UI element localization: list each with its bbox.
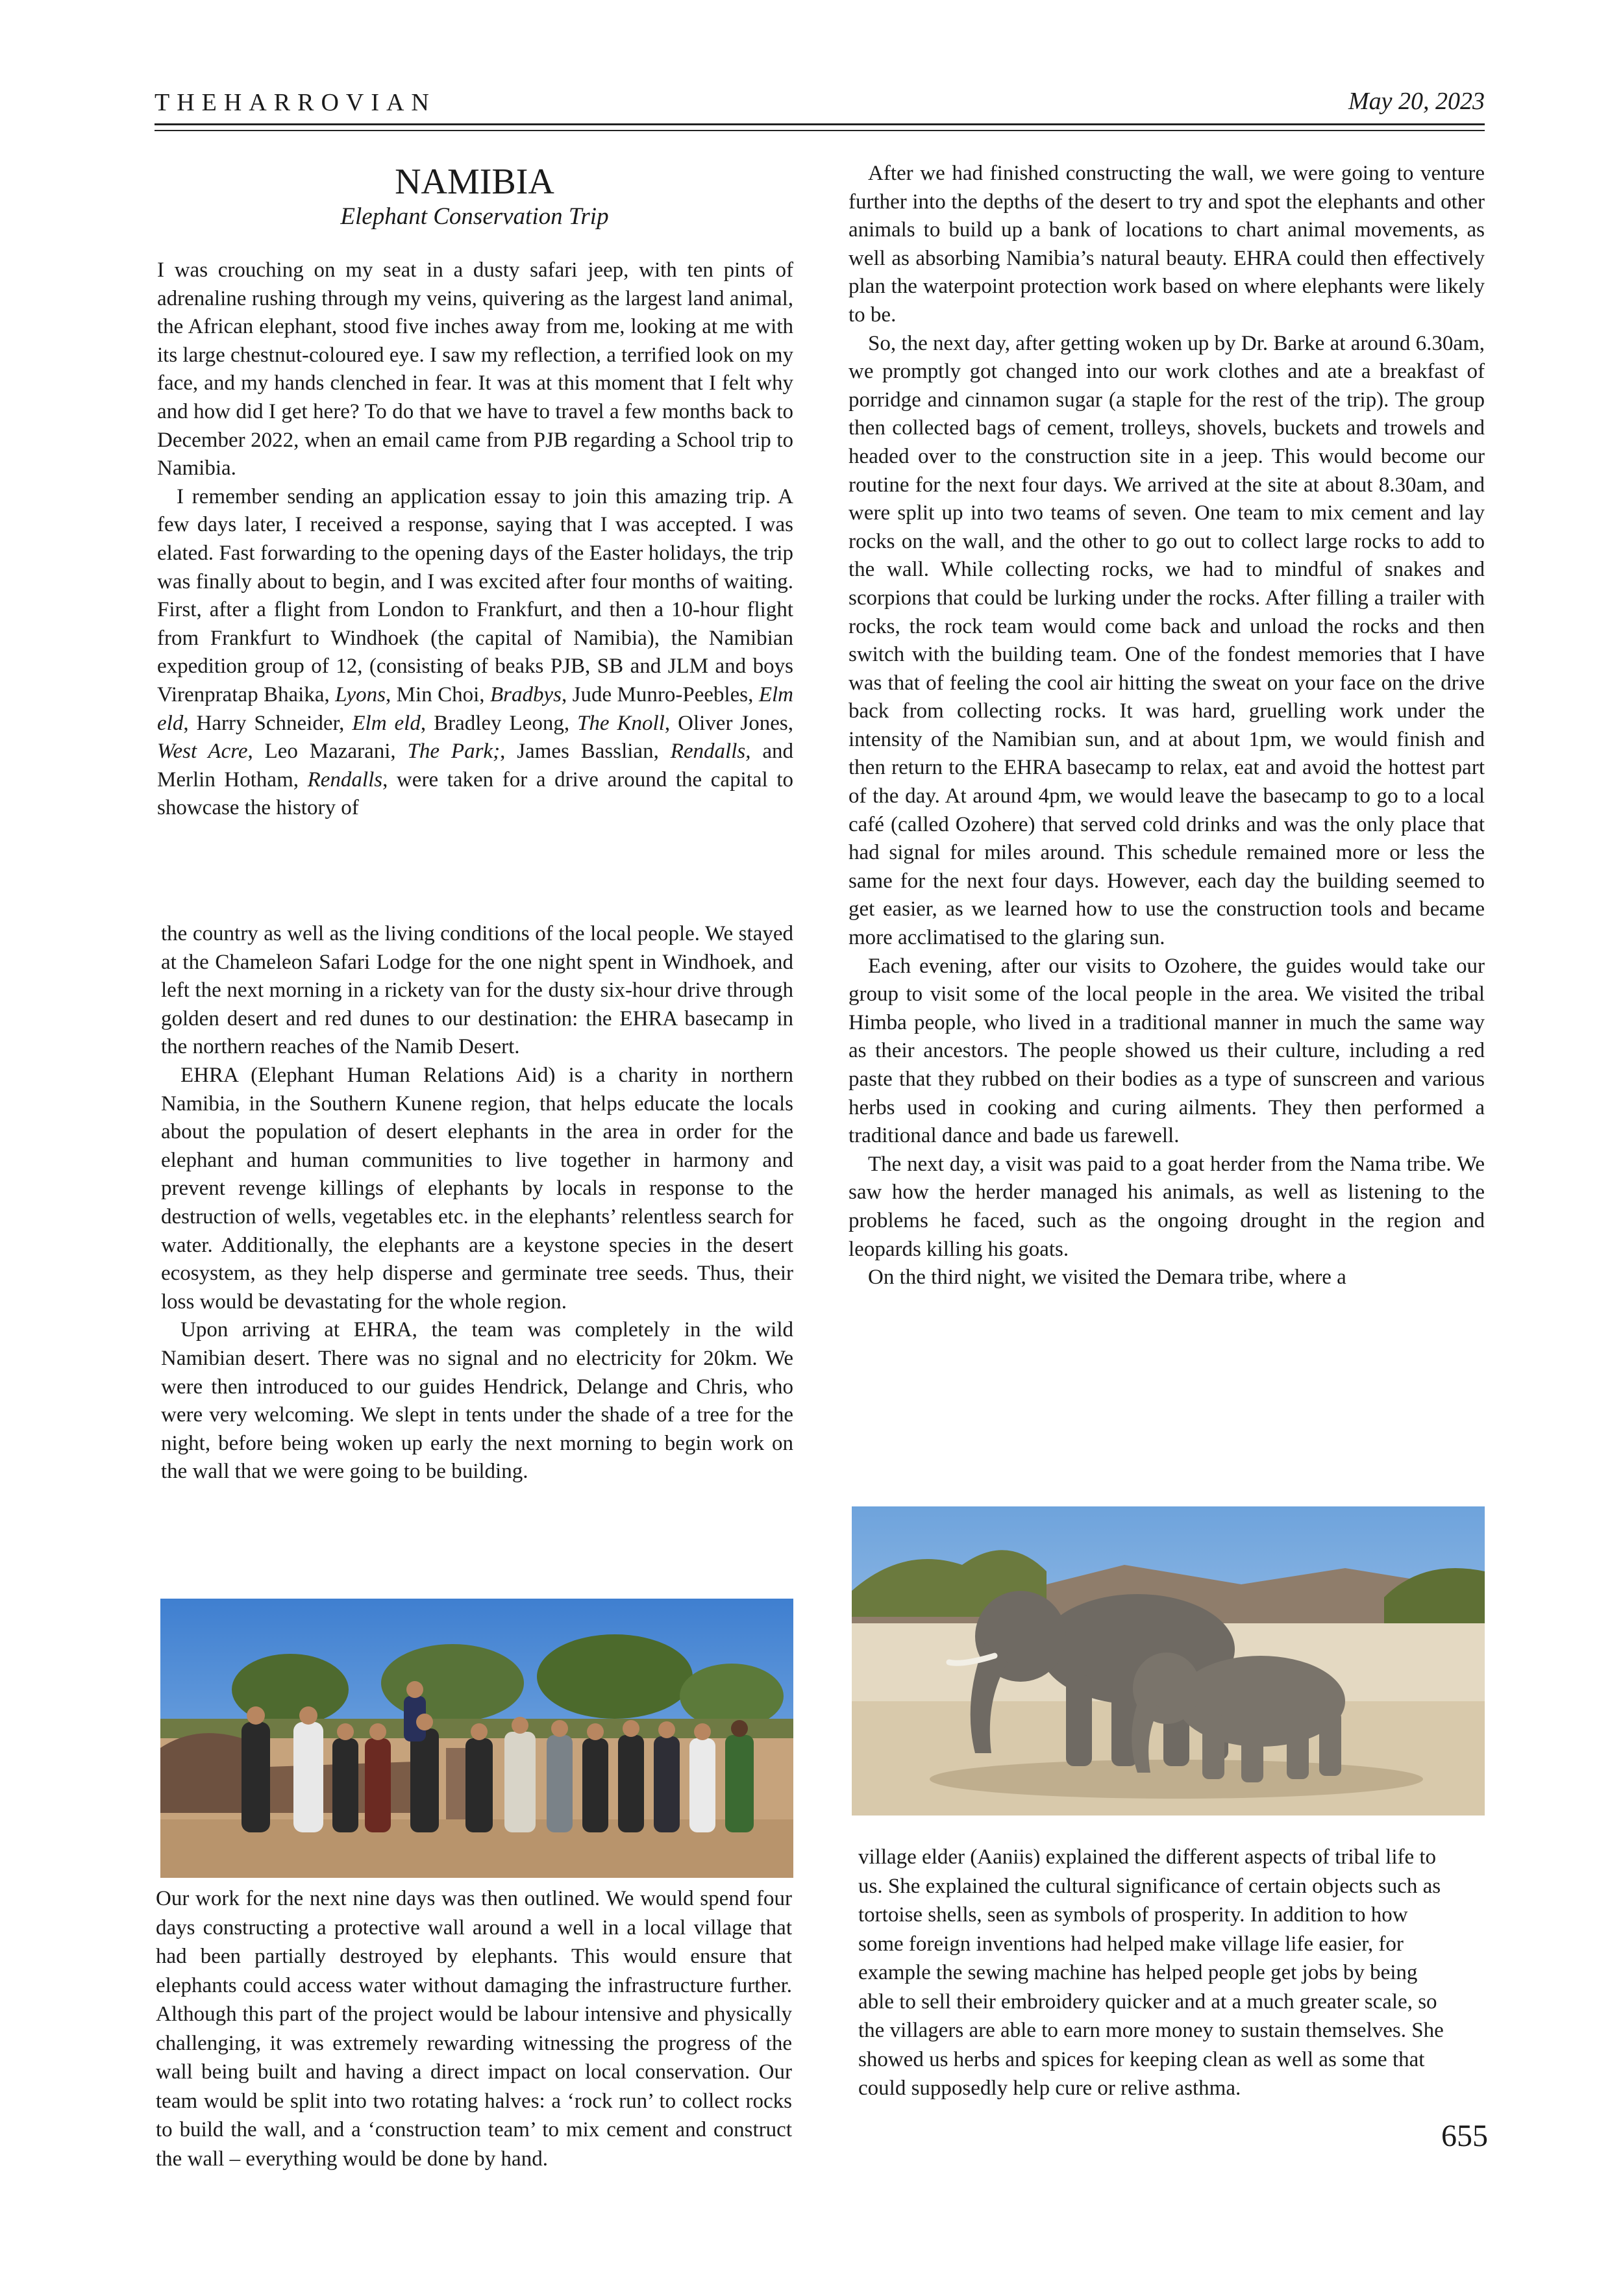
header-rule: [155, 123, 1485, 125]
group-photo: [160, 1599, 793, 1878]
paragraph: Upon arriving at EHRA, the team was completely in the wild Namibian desert. There was no signal and no electricity for 20km. We were then introduced to our guides Hendrick, Delange and Chris, who were very welcoming. We slept in tents under the shade of a tree for the night, before being woken up early the next morning to begin work on the wall that we were going to be building.: [161, 1318, 793, 1484]
publication-title: THEHARROVIAN: [155, 89, 436, 116]
house-name: The Park;: [407, 740, 501, 764]
left-column-middle: [161, 920, 793, 1486]
house-name: West Acre: [157, 740, 248, 764]
paragraph: I remember sending an application essay to join this amazing trip. A few days later, I received a response, saying that I was accepted. I was elated. Fast forwarding to the opening days of the Easter holidays, the trip was finally about to begin, and I was excited after four months of waiting. First, after a flight from London to Frankfurt, and then a 10-hour flight from Frankfurt to Windhoek (the capital of Namibia), the Namibian expedition group of 12, (consisting of beaks PJB, SB and JLM and boys Virenpratap Bhaika, Lyons, Min Choi, Bradbys, Jude Munro-Peebles, Elm eld, Harry Schneider, Elm eld, Bradley Leong, The Knoll, Oliver Jones, West Acre, Leo Mazarani, The Park;, James Basslian, Rendalls, and Merlin Hotham, Rendalls, were taken for a drive around the capital to showcase the history of: [157, 484, 794, 820]
page-number: 655: [1441, 2119, 1488, 2153]
house-name: Elm eld: [352, 711, 421, 735]
house-name: Lyons: [335, 682, 386, 706]
house-name: Bradbys: [489, 682, 562, 706]
paragraph: On the third night, we visited the Demara tribe, where a: [868, 1266, 1346, 1290]
article-subtitle: Elephant Conservation Trip: [340, 203, 609, 230]
left-column-bottom: [156, 1884, 792, 2173]
issue-date: May 20, 2023: [1348, 88, 1485, 115]
paragraph: Our work for the next nine days was then outlined. We would spend four days constructing a protective wall around a well in a local village that had been partially destroyed by elephants. This would ensure that elephants could access water without damaging the infrastructure further. Although this part of the project would be labour intensive and physically challenging, it was extremely rewarding witnessing the progress of the wall being built and having a direct impact on local conservation. Our team would be split into two rotating halves: a ‘rock run’ to collect rocks to build the wall, and a ‘construction team’ to mix cement and construct the wall – everything would be done by hand.: [156, 1887, 792, 2171]
paragraph: I was crouching on my seat in a dusty safari jeep, with ten pints of adrenaline rushing through my veins, quivering as the largest land animal, the African elephant, stood five inches away from me, looking at me with its large chestnut-coloured eye. I saw my reflection, a terrified look on my face, and my hands clenched in fear. It was at this moment that I felt why and how did I get here? To do that we have to travel a few months back to December 2022, when an email came from PJB regarding a School trip to Namibia.: [157, 258, 793, 480]
paragraph: the country as well as the living conditions of the local people. We stayed at the Chameleon Safari Lodge for the one night spent in Windhoek, and left the next morning in a rickety van for the dusty six-hour drive through golden desert and red dunes to our destination: the EHRA basecamp in the northern reaches of the Namib Desert.: [161, 922, 793, 1059]
right-column-bottom: [858, 1843, 1449, 2103]
house-name: Rendalls: [307, 767, 383, 792]
right-column-top: [849, 160, 1485, 1292]
paragraph: The next day, a visit was paid to a goat herder from the Nama tribe. We saw how the herder managed his animals, as well as listening to the problems he faced, such as the ongoing drought in the region and leopards killing his goats.: [849, 1152, 1485, 1261]
paragraph: Each evening, after our visits to Ozohere, the guides would take our group to visit some of the local people in the area. We visited the tribal Himba people, who lived in a traditional manner in much the same way as their ancestors. The people showed us their culture, including a red paste that they rubbed on their bodies as a type of sunscreen and various herbs used in cooking and curing ailments. They then performed a traditional dance and bade us farewell.: [849, 954, 1485, 1148]
article-title: NAMIBIA: [395, 162, 554, 202]
elephant-photo: [852, 1506, 1485, 1816]
paragraph: So, the next day, after getting woken up by Dr. Barke at around 6.30am, we promptly got changed into our work clothes and ate a breakfast of porridge and cinnamon sugar (a staple for the rest of the trip). The group then collected bags of cement, trolleys, shovels, buckets and trowels and headed over to the construction site in a jeep. This would become our routine for the next four days. We arrived at the site at about 8.30am, and were split up into two teams of seven. One team to mix cement and lay rocks on the wall, and the other to go out to collect large rocks to add to the wall. While collecting rocks, we had to mindful of snakes and scorpions that could be lurking under the rocks. After filling a trailer with rocks, the rock team would come back and unload the rocks and then switch with the building team. One of the fondest memories that I have was that of feeling the cool air hitting the sweat on your face on the drive back from collecting rocks. It was hard, gruelling work under the intensity of the Namibian sun, and at about 1pm, we would finish and then return to the EHRA basecamp to relax, eat and avoid the hottest part of the day. At around 4pm, we would leave the basecamp to go to a local café (called Ozohere) that served cold drinks and was the only place that had signal for miles around. This schedule remained more or less the same for the next four days. However, each day the building seemed to get easier, as we learned how to use the construction tools and became more acclimatised to the glaring sun.: [849, 331, 1485, 950]
house-name: Rendalls,: [670, 740, 751, 764]
left-column-top: [157, 256, 793, 823]
paragraph: After we had finished constructing the wall, we were going to venture further into the depths of the desert to try and spot the elephants and other animals to build up a bank of locations to chart animal movements, as well as absorbing Namibia’s natural beauty. EHRA could then effectively plan the waterpoint protection work based on where elephants were likely to be.: [849, 162, 1485, 327]
paragraph: village elder (Aaniis) explained the different aspects of tribal life to us. She explained the cultural significance of certain objects such as tortoise shells, seen as symbols of prosperity. In addition to how some foreign inventions had helped make village life easier, for example the sewing machine has helped people get jobs by being able to sell their embroidery quicker and at a much greater scale, so the villagers are able to earn more money to sustain themselves. She showed us herbs and spices for keeping clean as well as some that could supposedly help cure or relive asthma.: [858, 1845, 1444, 2100]
house-name: The Knoll: [577, 711, 665, 735]
paragraph: EHRA (Elephant Human Relations Aid) is a charity in northern Namibia, in the Southern Kunene region, that helps educate the locals about the population of desert elephants in the area in order for the elephant and human communities to live together in harmony and prevent revenge killings of elephants by locals in response to the destruction of wells, vegetables etc. in the elephants’ relentless search for water. Additionally, the elephants are a keystone species in the desert ecosystem, as they help disperse and germinate tree seeds. Thus, their loss would be devastating for the whole region.: [161, 1063, 793, 1314]
header-rule-thin: [155, 130, 1485, 131]
house-name: Elm eld: [157, 682, 793, 735]
